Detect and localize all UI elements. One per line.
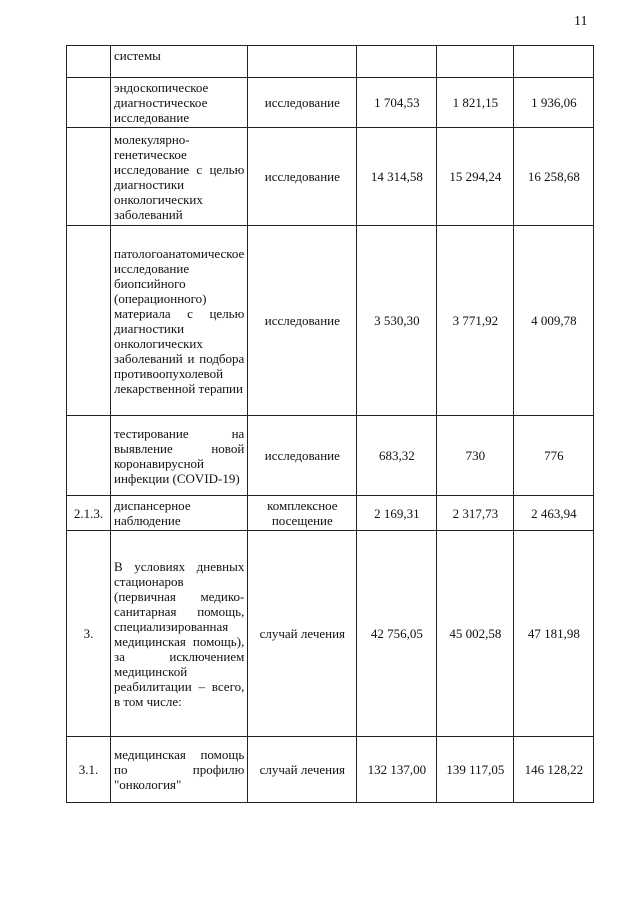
- row-number-cell: [67, 128, 111, 226]
- service-name-cell: эндоскопическое диагностическое исследование: [111, 78, 248, 128]
- row-number-cell: 2.1.3.: [67, 496, 111, 531]
- table-row: [67, 46, 594, 78]
- value-year3-cell: 16 258,68: [514, 128, 594, 226]
- table-row: [67, 416, 594, 496]
- table-row: [67, 128, 594, 226]
- row-number-cell: 3.: [67, 531, 111, 737]
- table-row: [67, 496, 594, 531]
- value-year3-cell: 1 936,06: [514, 78, 594, 128]
- table-row: [67, 226, 594, 416]
- value-year2-cell: 730: [437, 416, 514, 496]
- unit-cell: исследование: [248, 78, 357, 128]
- value-year1-cell: 2 169,31: [357, 496, 437, 531]
- value-year2-cell: 1 821,15: [437, 78, 514, 128]
- service-name-cell: диспансерное наблюдение: [111, 496, 248, 531]
- value-year1-cell: 683,32: [357, 416, 437, 496]
- row-number-cell: [67, 78, 111, 128]
- unit-cell: исследование: [248, 226, 357, 416]
- unit-cell: случай лечения: [248, 737, 357, 803]
- value-year2-cell: 2 317,73: [437, 496, 514, 531]
- tariff-table: [66, 45, 594, 803]
- value-year2-cell: [437, 46, 514, 78]
- value-year1-cell: [357, 46, 437, 78]
- table-row: [67, 78, 594, 128]
- service-name-cell: медицинская помощь по профилю "онкология": [111, 737, 248, 803]
- value-year1-cell: 42 756,05: [357, 531, 437, 737]
- value-year2-cell: 3 771,92: [437, 226, 514, 416]
- value-year1-cell: 132 137,00: [357, 737, 437, 803]
- row-number-cell: [67, 46, 111, 78]
- value-year3-cell: 2 463,94: [514, 496, 594, 531]
- table-row: [67, 737, 594, 803]
- service-name-cell: системы: [111, 46, 248, 78]
- value-year3-cell: 47 181,98: [514, 531, 594, 737]
- service-name-cell: тестирование на выявление новой коронавирусной инфекции (COVID-19): [111, 416, 248, 496]
- value-year2-cell: 45 002,58: [437, 531, 514, 737]
- value-year1-cell: 14 314,58: [357, 128, 437, 226]
- value-year3-cell: 776: [514, 416, 594, 496]
- unit-cell: исследование: [248, 128, 357, 226]
- row-number-cell: [67, 226, 111, 416]
- unit-cell: исследование: [248, 416, 357, 496]
- unit-cell: комплексное посещение: [248, 496, 357, 531]
- row-number-cell: 3.1.: [67, 737, 111, 803]
- value-year2-cell: 139 117,05: [437, 737, 514, 803]
- service-name-cell: В условиях дневных стационаров (первичная медико-санитарная помощь, специализированная медицинская помощь), за исключением медицинской реабилитации – всего, в том числе:: [111, 531, 248, 737]
- value-year1-cell: 3 530,30: [357, 226, 437, 416]
- unit-cell: [248, 46, 357, 78]
- value-year3-cell: 146 128,22: [514, 737, 594, 803]
- unit-cell: случай лечения: [248, 531, 357, 737]
- value-year1-cell: 1 704,53: [357, 78, 437, 128]
- page-number: 11: [574, 14, 588, 29]
- row-number-cell: [67, 416, 111, 496]
- service-name-cell: патологоанатомическое исследование биопсийного (операционного) материала с целью диагностики онкологических заболеваний и подбора противоопухолевой лекарственной терапии: [111, 226, 248, 416]
- value-year3-cell: [514, 46, 594, 78]
- value-year2-cell: 15 294,24: [437, 128, 514, 226]
- value-year3-cell: 4 009,78: [514, 226, 594, 416]
- service-name-cell: молекулярно-генетическое исследование с целью диагностики онкологических заболеваний: [111, 128, 248, 226]
- table-row: [67, 531, 594, 737]
